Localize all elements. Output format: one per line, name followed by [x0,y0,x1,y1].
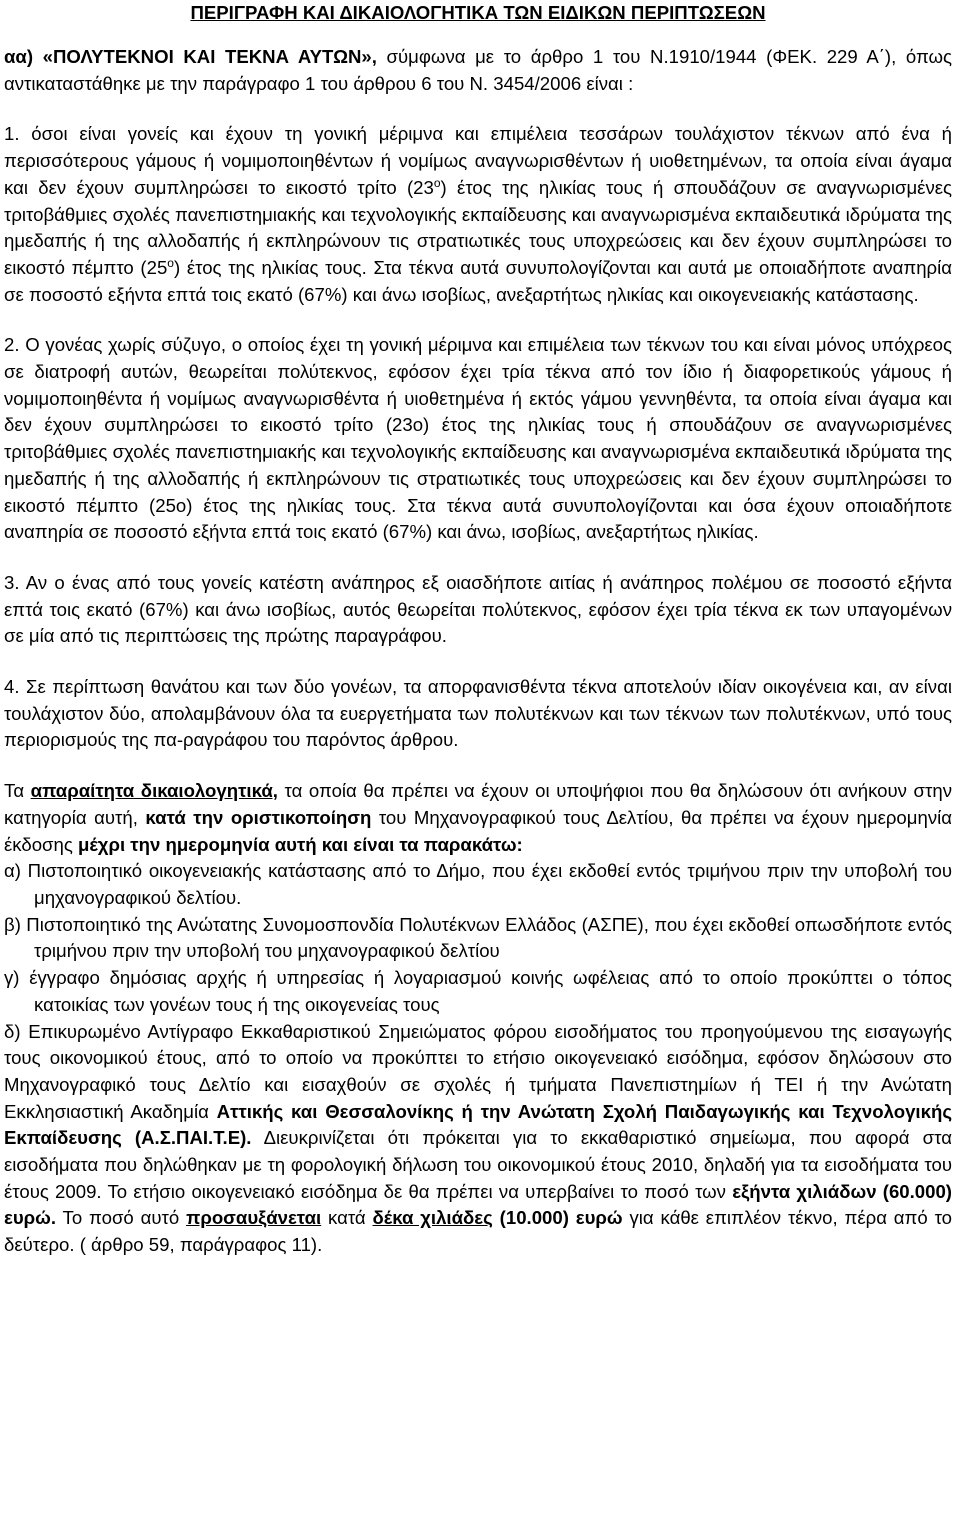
item-1-superscript-2: ο [167,255,174,270]
income-limit-emphasis: εξήντα χιλιάδων (60.000) ευρώ. [4,1180,953,1229]
item-d-text-1: δ) Επικυρωμένο Αντίγραφο Εκκαθαριστικού Σημειώματος φόρου εισοδήματος του προηγούμενου της εισαγωγής τους οικονομικού έτους, από το οποίο να προκύπτει το ετήσιο οικογενειακό εισόδημα, εφόσον δηλώσουν στο Μηχανογραφικό τους Δελτίο και εισαχθούν σε σχολές ή τμήματα Πανεπιστημίων ή ΤΕΙ ή την Ανώτατη Εκκλησιαστική Ακαδημία [4,1020,952,1122]
intro-paragraph [4,44,952,97]
ten-thousand-amount: (10.000) ευρώ [492,1207,623,1229]
list-item-d [4,1019,952,1259]
item-d-text-10: για κάθε επιπλέον τέκνο, πέρα από το δεύτερο. ( άρθρο 59, παράγραφος 11). [4,1207,952,1256]
item-4-paragraph: 4. Σε περίπτωση θανάτου και των δύο γονέων, τα απορφανισθέντα τέκνα αποτελούν ιδίαν οικογένεια και, αν είναι τουλάχιστον δύο, απολαμβάνουν όλα τα ευεργετήματα των πολυτέκνων και των τέκνων των πολυτέκνων, υπό τους περιορισμούς της πα-ραγράφου του παρόντος άρθρου. [4,676,952,751]
item-d-text-3: Διευκρινίζεται ότι πρόκειται για το εκκαθαριστικό σημείωμα, που αφορά στα εισοδήματα που δηλώθηκαν με τη φορολογική δήλωση του οικονομικού έτους 2010, δηλαδή για τα εισοδήματα του έτους 2009. Το ετήσιο οικογενειακό εισόδημα δε θα πρέπει να υπερβαίνει το ποσό των [4,1127,952,1202]
finalization-emphasis: κατά την οριστικοποίηση [145,806,372,828]
date-emphasis: μέχρι την ημερομηνία αυτή και είναι τα παρακάτω: [78,833,523,855]
item-2-paragraph: 2. Ο γονέας χωρίς σύζυγο, ο οποίος έχει τη γονική μέριμνα και επιμέλεια των τέκνων του και είναι μόνος υπόχρεος σε διατροφή αυτών, θεωρείται πολύτεκνος, εφόσον έχει τρία τέκνα από τον ίδιο ή διαφορετικούς γάμους ή νομιμοποιηθέντα ή νομίμως αναγνωρισθέντα ή υιοθετημένα ή εκτός γάμου γεννηθέντα, τα οποία είναι άγαμα και δεν έχουν συμπληρώσει το εικοστό τρίτο (23ο) έτος της ηλικίας τους ή σπουδάζουν σε αναγνωρισμένες τριτοβάθμιες σχολές πανεπιστημιακής και τεχνολογικής εκπαίδευσης και αναγνωρισμένα εκπαιδευτικά ιδρύματα της ημεδαπής ή της αλλοδαπής ή εκπληρώνουν τις στρατιωτικές τους υποχρεώσεις και δεν έχουν συμπληρώσει το εικοστό πέμπτο (25ο) έτος της ηλικίας τους. Στα τέκνα αυτά συνυπολογίζονται και όσα έχουν οποιαδήποτε αναπηρία σε ποσοστό εξήντα επτά τοις εκατό (67%) και άνω, ισοβίως, ανεξαρτήτως ηλικίας. [4,334,952,543]
item-d-institutions-emphasis: Αττικής και Θεσσαλονίκης ή την Ανώτατη Σχολή Παιδαγωγικής και Τεχνολογικής Εκπαίδευσης (Α.Σ.ΠΑΙ.Τ.Ε). [4,1100,952,1149]
required-documents-emphasis: απαραίτητα δικαιολογητικά, [30,780,278,802]
item-1-text-b: ) έτος της ηλικίας τους ή σπουδάζουν σε αναγνωρισμένες τριτοβάθμιες σχολές πανεπιστημιακής και τεχνολογικής εκπαίδευσης και αναγνωρισμένα εκπαιδευτικά ιδρύματα της ημεδαπής ή της αλλοδαπής ή εκπληρώνουν τις στρατιωτικές τους υποχρεώσεις και δεν έχουν συμπληρώσει το εικοστό πέμπτο (25 [4,176,952,278]
item-d-text-7: κατά [321,1207,373,1229]
docs-text-1: Τα [4,780,31,802]
ten-thousand-emphasis: δέκα χιλιάδες [372,1207,493,1229]
item-1-paragraph [4,121,952,308]
docs-text-5: του Μηχανογραφικού τους Δελτίου, θα πρέπει να έχουν ημερομηνία έκδοσης [4,806,953,855]
item-3-paragraph: 3. Αν ο ένας από τους γονείς κατέστη ανάπηρος εξ οιασδήποτε αιτίας ή ανάπηρος πολέμου σε ποσοστό εξήντα επτά τοις εκατό (67%) και άνω ισοβίως, αυτός θεωρείται πολύτεκνος, εφόσον έχει τρία τέκνα εκ των υπαγομένων σε μία από τις περιπτώσεις της πρώτης παραγράφου. [4,571,952,647]
docs-text-3: τα οποία θα πρέπει να έχουν οι υποψήφιοι που θα δηλώσουν ότι ανήκουν στην κατηγορία αυτή, [4,780,953,828]
increase-emphasis: προσαυξάνεται [186,1207,322,1229]
list-item-a: α) Πιστοποιητικό οικογενειακής κατάστασης από το Δήμο, που έχει εκδοθεί εντός τριμήνου πριν την υποβολή του μηχανογραφικού δελτίου. [4,860,952,908]
item-1-text-a: 1. όσοι είναι γονείς και έχουν τη γονική μέριμνα και επιμέλεια τεσσάρων τουλάχιστον τέκνων από ένα ή περισσότερους γάμους ή νομιμοποιηθέντων ή νομίμως αναγνωρισθέντων ή υιοθετημένων, τα οποία είναι άγαμα και δεν έχουν συμπληρώσει το εικοστό τρίτο (23 [4,123,952,198]
item-1-superscript-1: ο [433,175,441,190]
intro-heading: αα) «ΠΟΛΥΤΕΚΝΟΙ ΚΑΙ ΤΕΚΝΑ ΑΥΤΩΝ», [4,46,377,67]
list-item-c: γ) έγγραφο δημόσιας αρχής ή υπηρεσίας ή λογαριασμού κοινής ωφέλειας από το οποίο προκύπτει ο τόπος κατοικίας των γονέων τους ή της οικογενείας τους [4,967,952,1015]
documents-intro-paragraph [4,778,952,858]
page-title: ΠΕΡΙΓΡΑΦΗ ΚΑΙ ΔΙΚΑΙΟΛΟΓΗΤΙΚΑ ΤΩΝ ΕΙΔΙΚΩΝ ΠΕΡΙΠΤΩΣΕΩΝ [190,2,766,23]
item-d-text-5: Το ποσό αυτό [56,1207,187,1229]
list-item-b: β) Πιστοποιητικό της Ανώτατης Συνομοσπονδία Πολυτέκνων Ελλάδος (ΑΣΠΕ), που έχει εκδοθεί οπωσδήποτε εντός τριμήνου πριν την υποβολή του μηχανογραφικού δελτίου [4,913,952,962]
item-1-text-c: ) έτος της ηλικίας τους. Στα τέκνα αυτά συνυπολογίζονται και αυτά με οποιαδήποτε αναπηρία σε ποσοστό εξήντα επτά τοις εκατό (67%) και άνω ισοβίως, ανεξαρτήτως ηλικίας και οικογενειακής κατάστασης. [4,256,952,305]
intro-text: σύμφωνα με το άρθρο 1 του Ν.1910/1944 (ΦΕΚ. 229 Α΄), όπως αντικαταστάθηκε με την παράγραφο 1 του άρθρου 6 του Ν. 3454/2006 είναι : [4,46,952,94]
